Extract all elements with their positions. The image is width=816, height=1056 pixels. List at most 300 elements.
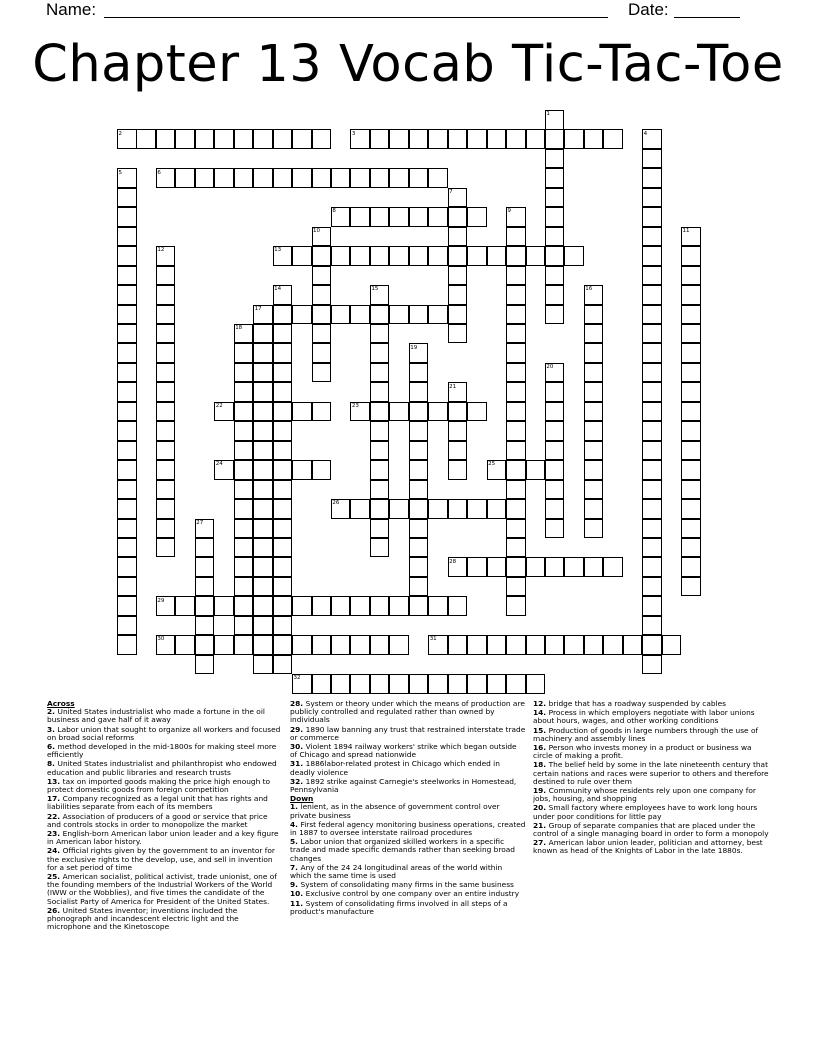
grid-cell[interactable] [545,557,565,577]
grid-cell[interactable] [584,441,604,461]
grid-cell[interactable] [681,324,701,344]
grid-cell[interactable] [409,129,429,149]
grid-cell[interactable] [448,499,468,519]
grid-cell[interactable] [428,596,448,616]
grid-cell[interactable] [603,635,623,655]
grid-cell[interactable] [642,188,662,208]
grid-cell[interactable] [584,402,604,422]
grid-cell[interactable] [292,402,312,422]
grid-cell[interactable] [234,519,254,539]
grid-cell[interactable] [448,305,468,325]
grid-cell[interactable] [584,324,604,344]
grid-cell[interactable] [331,635,351,655]
grid-cell[interactable] [662,635,682,655]
grid-cell[interactable] [506,285,526,305]
grid-cell[interactable] [273,343,293,363]
grid-cell[interactable] [273,305,293,325]
grid-cell[interactable] [642,557,662,577]
grid-cell[interactable] [506,421,526,441]
grid-cell[interactable] [370,129,390,149]
grid-cell[interactable] [273,402,293,422]
grid-cell[interactable] [681,363,701,383]
grid-cell[interactable] [234,129,254,149]
grid-cell[interactable] [467,402,487,422]
grid-cell[interactable] [370,460,390,480]
grid-cell[interactable] [117,577,137,597]
grid-cell[interactable] [681,266,701,286]
grid-cell[interactable] [273,616,293,636]
grid-cell[interactable] [331,596,351,616]
grid-cell[interactable] [506,674,526,694]
grid-cell[interactable] [506,519,526,539]
grid-cell[interactable] [506,227,526,247]
grid-cell[interactable] [389,305,409,325]
grid-cell[interactable] [234,421,254,441]
grid-cell[interactable] [487,635,507,655]
grid-cell[interactable] [642,577,662,597]
grid-cell[interactable] [545,129,565,149]
grid-cell[interactable] [448,324,468,344]
grid-cell[interactable] [642,616,662,636]
grid-cell[interactable] [117,538,137,558]
grid-cell[interactable] [642,635,662,655]
grid-cell[interactable] [253,538,273,558]
grid-cell[interactable] [584,421,604,441]
grid-cell[interactable] [175,635,195,655]
grid-cell[interactable] [409,596,429,616]
grid-cell[interactable] [195,577,215,597]
grid-cell[interactable] [506,305,526,325]
grid-cell[interactable] [545,227,565,247]
grid-cell[interactable] [623,635,643,655]
grid-cell[interactable] [273,460,293,480]
grid-cell[interactable] [292,305,312,325]
grid-cell[interactable] [487,129,507,149]
grid-cell[interactable] [506,324,526,344]
grid-cell[interactable] [312,168,332,188]
grid-cell[interactable] [156,519,176,539]
grid-cell[interactable] [584,460,604,480]
grid-cell[interactable] [117,188,137,208]
grid-cell[interactable] [156,343,176,363]
grid-cell[interactable] [506,343,526,363]
grid-cell[interactable] [545,246,565,266]
grid-cell[interactable] [642,402,662,422]
grid-cell[interactable] [506,402,526,422]
grid-cell[interactable] [234,538,254,558]
grid-cell[interactable] [350,207,370,227]
grid-cell[interactable] [681,246,701,266]
grid-cell[interactable] [526,557,546,577]
grid-cell[interactable] [642,441,662,461]
grid-cell[interactable] [312,343,332,363]
grid-cell[interactable] [409,674,429,694]
grid-cell[interactable] [603,557,623,577]
grid-cell[interactable] [234,480,254,500]
grid-cell[interactable] [409,460,429,480]
grid-cell[interactable] [253,616,273,636]
grid-cell[interactable] [409,577,429,597]
grid-cell[interactable] [448,266,468,286]
grid-cell[interactable] [370,519,390,539]
grid-cell[interactable] [448,596,468,616]
grid-cell[interactable] [156,285,176,305]
grid-cell[interactable] [428,207,448,227]
grid-cell[interactable] [370,441,390,461]
grid-cell[interactable] [253,596,273,616]
grid-cell[interactable] [642,538,662,558]
grid-cell[interactable] [545,149,565,169]
grid-cell[interactable] [156,382,176,402]
grid-cell[interactable] [409,207,429,227]
grid-cell[interactable] [642,305,662,325]
grid-cell[interactable] [467,499,487,519]
grid-cell[interactable] [253,480,273,500]
grid-cell[interactable] [273,635,293,655]
grid-cell[interactable] [642,266,662,286]
grid-cell[interactable] [409,363,429,383]
grid-cell[interactable] [253,577,273,597]
grid-cell[interactable] [584,363,604,383]
grid-cell[interactable] [156,480,176,500]
grid-cell[interactable] [487,557,507,577]
grid-cell[interactable] [350,246,370,266]
grid-cell[interactable] [156,266,176,286]
grid-cell[interactable] [448,674,468,694]
grid-cell[interactable] [448,227,468,247]
grid-cell[interactable] [409,305,429,325]
grid-cell[interactable] [273,577,293,597]
grid-cell[interactable] [292,246,312,266]
grid-cell[interactable] [584,343,604,363]
grid-cell[interactable] [253,324,273,344]
grid-cell[interactable] [409,480,429,500]
grid-cell[interactable] [584,480,604,500]
grid-cell[interactable] [526,460,546,480]
grid-cell[interactable] [642,596,662,616]
grid-cell[interactable] [156,441,176,461]
grid-cell[interactable] [681,557,701,577]
grid-cell[interactable] [428,305,448,325]
grid-cell[interactable] [273,382,293,402]
grid-cell[interactable] [370,499,390,519]
grid-cell[interactable] [506,246,526,266]
grid-cell[interactable] [409,519,429,539]
grid-cell[interactable] [312,246,332,266]
grid-cell[interactable] [292,129,312,149]
grid-cell[interactable] [370,635,390,655]
grid-cell[interactable] [117,460,137,480]
grid-cell[interactable] [564,635,584,655]
grid-cell[interactable] [370,421,390,441]
grid-cell[interactable] [506,441,526,461]
grid-cell[interactable] [312,674,332,694]
grid-cell[interactable] [681,577,701,597]
grid-cell[interactable] [253,460,273,480]
grid-cell[interactable] [467,129,487,149]
grid-cell[interactable] [350,305,370,325]
grid-cell[interactable] [234,382,254,402]
grid-cell[interactable] [681,382,701,402]
grid-cell[interactable] [273,441,293,461]
grid-cell[interactable] [370,363,390,383]
grid-cell[interactable] [389,499,409,519]
grid-cell[interactable] [428,402,448,422]
grid-cell[interactable] [234,499,254,519]
grid-cell[interactable] [156,129,176,149]
grid-cell[interactable] [564,246,584,266]
grid-cell[interactable] [214,596,234,616]
grid-cell[interactable] [117,382,137,402]
grid-cell[interactable] [545,441,565,461]
grid-cell[interactable] [467,635,487,655]
grid-cell[interactable] [448,460,468,480]
grid-cell[interactable] [117,363,137,383]
grid-cell[interactable] [409,421,429,441]
grid-cell[interactable] [428,168,448,188]
grid-cell[interactable] [214,129,234,149]
grid-cell[interactable] [545,188,565,208]
grid-cell[interactable] [253,519,273,539]
grid-cell[interactable] [117,305,137,325]
grid-cell[interactable] [448,207,468,227]
grid-cell[interactable] [409,382,429,402]
grid-cell[interactable] [156,305,176,325]
grid-cell[interactable] [389,246,409,266]
grid-cell[interactable] [273,168,293,188]
grid-cell[interactable] [487,499,507,519]
grid-cell[interactable] [506,129,526,149]
grid-cell[interactable] [331,168,351,188]
grid-cell[interactable] [642,227,662,247]
grid-cell[interactable] [467,557,487,577]
grid-cell[interactable] [234,343,254,363]
grid-cell[interactable] [642,324,662,344]
grid-cell[interactable] [642,285,662,305]
grid-cell[interactable] [526,635,546,655]
grid-cell[interactable] [409,168,429,188]
grid-cell[interactable] [292,168,312,188]
grid-cell[interactable] [350,596,370,616]
grid-cell[interactable] [448,285,468,305]
grid-cell[interactable] [506,538,526,558]
grid-cell[interactable] [545,460,565,480]
grid-cell[interactable] [603,129,623,149]
grid-cell[interactable] [506,499,526,519]
grid-cell[interactable] [545,480,565,500]
grid-cell[interactable] [428,129,448,149]
grid-cell[interactable] [214,168,234,188]
grid-cell[interactable] [175,596,195,616]
grid-cell[interactable] [234,616,254,636]
grid-cell[interactable] [312,266,332,286]
grid-cell[interactable] [584,557,604,577]
grid-cell[interactable] [117,324,137,344]
grid-cell[interactable] [584,382,604,402]
grid-cell[interactable] [681,480,701,500]
grid-cell[interactable] [214,635,234,655]
grid-cell[interactable] [681,441,701,461]
grid-cell[interactable] [448,129,468,149]
grid-cell[interactable] [506,577,526,597]
grid-cell[interactable] [312,596,332,616]
grid-cell[interactable] [642,382,662,402]
grid-cell[interactable] [584,519,604,539]
grid-cell[interactable] [506,596,526,616]
grid-cell[interactable] [253,382,273,402]
grid-cell[interactable] [156,402,176,422]
grid-cell[interactable] [545,207,565,227]
grid-cell[interactable] [642,207,662,227]
grid-cell[interactable] [117,343,137,363]
grid-cell[interactable] [156,363,176,383]
grid-cell[interactable] [642,655,662,675]
grid-cell[interactable] [370,596,390,616]
grid-cell[interactable] [428,499,448,519]
grid-cell[interactable] [234,557,254,577]
grid-cell[interactable] [681,538,701,558]
grid-cell[interactable] [117,285,137,305]
grid-cell[interactable] [273,538,293,558]
grid-cell[interactable] [370,382,390,402]
grid-cell[interactable] [331,674,351,694]
grid-cell[interactable] [564,557,584,577]
grid-cell[interactable] [273,324,293,344]
grid-cell[interactable] [175,129,195,149]
grid-cell[interactable] [117,557,137,577]
grid-cell[interactable] [117,266,137,286]
grid-cell[interactable] [467,674,487,694]
grid-cell[interactable] [642,499,662,519]
grid-cell[interactable] [642,460,662,480]
grid-cell[interactable] [584,499,604,519]
grid-cell[interactable] [681,402,701,422]
grid-cell[interactable] [195,168,215,188]
grid-cell[interactable] [273,655,293,675]
grid-cell[interactable] [409,246,429,266]
grid-cell[interactable] [117,441,137,461]
grid-cell[interactable] [448,402,468,422]
grid-cell[interactable] [370,305,390,325]
grid-cell[interactable] [273,129,293,149]
grid-cell[interactable] [350,635,370,655]
grid-cell[interactable] [273,519,293,539]
grid-cell[interactable] [273,499,293,519]
grid-cell[interactable] [136,129,156,149]
grid-cell[interactable] [545,402,565,422]
grid-cell[interactable] [117,635,137,655]
grid-cell[interactable] [350,499,370,519]
grid-cell[interactable] [370,207,390,227]
grid-cell[interactable] [117,480,137,500]
grid-cell[interactable] [312,129,332,149]
grid-cell[interactable] [312,363,332,383]
grid-cell[interactable] [156,499,176,519]
grid-cell[interactable] [273,557,293,577]
grid-cell[interactable] [409,538,429,558]
grid-cell[interactable] [681,499,701,519]
grid-cell[interactable] [195,616,215,636]
grid-cell[interactable] [467,207,487,227]
grid-cell[interactable] [487,246,507,266]
grid-cell[interactable] [234,577,254,597]
grid-cell[interactable] [292,596,312,616]
grid-cell[interactable] [642,343,662,363]
grid-cell[interactable] [545,305,565,325]
grid-cell[interactable] [273,363,293,383]
grid-cell[interactable] [253,402,273,422]
grid-cell[interactable] [156,421,176,441]
grid-cell[interactable] [312,402,332,422]
grid-cell[interactable] [409,499,429,519]
grid-cell[interactable] [195,557,215,577]
grid-cell[interactable] [195,538,215,558]
grid-cell[interactable] [273,480,293,500]
grid-cell[interactable] [195,655,215,675]
grid-cell[interactable] [545,519,565,539]
grid-cell[interactable] [117,207,137,227]
grid-cell[interactable] [253,655,273,675]
grid-cell[interactable] [389,635,409,655]
grid-cell[interactable] [370,402,390,422]
grid-cell[interactable] [428,674,448,694]
grid-cell[interactable] [117,499,137,519]
grid-cell[interactable] [642,246,662,266]
grid-cell[interactable] [253,168,273,188]
grid-cell[interactable] [195,596,215,616]
grid-cell[interactable] [506,635,526,655]
grid-cell[interactable] [389,129,409,149]
grid-cell[interactable] [370,246,390,266]
grid-cell[interactable] [409,557,429,577]
grid-cell[interactable] [234,596,254,616]
grid-cell[interactable] [506,266,526,286]
grid-cell[interactable] [117,246,137,266]
grid-cell[interactable] [350,168,370,188]
grid-cell[interactable] [370,480,390,500]
grid-cell[interactable] [253,129,273,149]
grid-cell[interactable] [156,324,176,344]
grid-cell[interactable] [389,596,409,616]
grid-cell[interactable] [117,421,137,441]
grid-cell[interactable] [331,305,351,325]
grid-cell[interactable] [506,480,526,500]
grid-cell[interactable] [370,538,390,558]
grid-cell[interactable] [234,363,254,383]
grid-cell[interactable] [448,246,468,266]
grid-cell[interactable] [642,168,662,188]
grid-cell[interactable] [681,460,701,480]
grid-cell[interactable] [506,363,526,383]
grid-cell[interactable] [642,149,662,169]
grid-cell[interactable] [545,266,565,286]
grid-cell[interactable] [681,305,701,325]
grid-cell[interactable] [117,596,137,616]
grid-cell[interactable] [253,441,273,461]
grid-cell[interactable] [234,635,254,655]
grid-cell[interactable] [545,382,565,402]
grid-cell[interactable] [389,402,409,422]
grid-cell[interactable] [312,635,332,655]
grid-cell[interactable] [642,480,662,500]
grid-cell[interactable] [253,499,273,519]
grid-cell[interactable] [117,519,137,539]
grid-cell[interactable] [234,460,254,480]
grid-cell[interactable] [253,343,273,363]
grid-cell[interactable] [428,246,448,266]
grid-cell[interactable] [526,674,546,694]
grid-cell[interactable] [234,441,254,461]
